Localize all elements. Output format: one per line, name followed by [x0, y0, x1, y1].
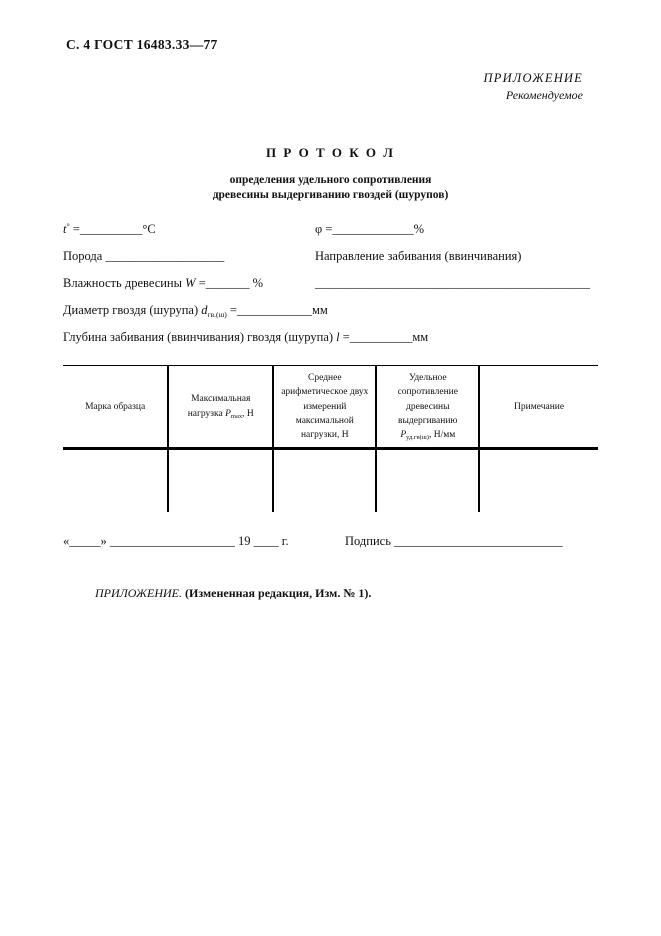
annex-subtitle: Рекомендуемое: [505, 88, 583, 102]
direction-blank-field: [315, 275, 598, 291]
signature-label: Подпись: [345, 534, 395, 548]
form-row-diameter: [63, 302, 598, 318]
table-cell-empty: [478, 450, 598, 512]
species-blank-line: ___________________: [105, 249, 225, 263]
protocol-subtitle: [0, 173, 661, 203]
signature-blank-line: ___________________________: [394, 534, 563, 548]
table-header-sample-mark: Марка образца: [85, 401, 146, 412]
results-table: [63, 365, 598, 512]
protocol-subtitle-line1: определения удельного сопротивления: [229, 174, 432, 186]
annex-block: [484, 71, 583, 103]
temperature-degree-mark: °: [66, 222, 70, 231]
table-header-mean-load: Среднее арифметическое двух измерений максимальной нагрузки, Н: [272, 366, 375, 447]
amendment-note-annex: ПРИЛОЖЕНИЕ.: [95, 586, 182, 600]
moisture-label: Влажность древесины: [63, 276, 186, 290]
form-row-moisture-direction-blank: [63, 275, 598, 291]
table-cell-empty: [63, 450, 167, 512]
date-field: «_____» ____________________ 19 ____ г.: [63, 534, 289, 548]
diameter-subscript: гв.(ш): [207, 310, 227, 319]
species-field: [63, 248, 315, 264]
diameter-unit: мм: [311, 303, 328, 317]
humidity-blank-line: _____________: [332, 222, 414, 236]
date-month-blank-line: ____________________: [109, 534, 238, 548]
annex-title: ПРИЛОЖЕНИЕ: [483, 71, 583, 85]
depth-symbol: l: [336, 330, 340, 344]
moisture-unit: %: [249, 276, 264, 290]
table-header-row: [63, 366, 598, 450]
direction-blank-line: ____________________________________________: [315, 276, 590, 290]
date-day-blank-line: _____: [69, 534, 101, 548]
depth-blank-line: __________: [349, 330, 413, 344]
form-row-depth: [63, 329, 598, 345]
table-empty-row: [63, 450, 598, 512]
protocol-subtitle-line2: древесины выдергиванию гвоздей (шурупов): [212, 188, 449, 201]
temperature-symbol: t: [63, 222, 67, 236]
signature-row: [63, 534, 598, 549]
table-cell-empty: [167, 450, 272, 512]
humidity-symbol: φ: [315, 222, 323, 236]
amendment-note: [95, 586, 371, 601]
protocol-form: [63, 221, 598, 356]
date-year-suffix: г.: [281, 534, 289, 548]
amendment-note-revision: (Измененная редакция, Изм. № 1).: [181, 586, 372, 600]
table-cell-empty: [375, 450, 478, 512]
diameter-label: Диаметр гвоздя (шурупа): [63, 303, 202, 317]
temperature-blank-line: __________: [79, 222, 143, 236]
table-header-max-load: Максимальная нагрузка $P_{max}$, Н: [167, 366, 272, 447]
moisture-symbol: W: [185, 276, 196, 290]
species-label: Порода: [63, 249, 106, 263]
humidity-unit: %: [413, 222, 425, 236]
direction-field: [315, 248, 598, 264]
date-year-prefix: 19: [238, 534, 251, 548]
depth-label: Глубина забивания (ввинчивания) гвоздя (шурупа): [63, 330, 337, 344]
depth-field: Глубина забивания (ввинчивания) гвоздя (шурупа) l =__________мм: [63, 330, 429, 344]
diameter-field: Диаметр гвоздя (шурупа) $d_{гв.(ш)}$ =____________мм: [63, 303, 328, 319]
direction-label: Направление забивания (ввинчивания): [315, 249, 522, 263]
depth-unit: мм: [412, 330, 429, 344]
date-year-blank-line: ____: [250, 534, 282, 548]
diameter-symbol: d: [201, 303, 208, 317]
humidity-field: φ =_____________%: [315, 222, 425, 236]
form-row-temperature-humidity: [63, 221, 598, 237]
moisture-blank-line: _______: [205, 276, 250, 290]
signature-field: [345, 534, 598, 549]
form-row-species-direction: [63, 248, 598, 264]
temperature-field: t° =__________°С: [63, 222, 156, 236]
table-header-note: Примечание: [478, 366, 598, 447]
moisture-field: Влажность древесины W =_______ %: [63, 276, 264, 290]
table-cell-empty: [272, 450, 375, 512]
temperature-unit: °С: [142, 222, 156, 236]
diameter-blank-line: ____________: [236, 303, 312, 317]
table-header-specific-resistance: Удельное сопротивление древесины выдергиванию $P_{уд.гв(ш)}$, Н/мм: [375, 366, 478, 447]
protocol-title: П Р О Т О К О Л: [266, 145, 395, 160]
page-header-gost-number: С. 4 ГОСТ 16483.33—77: [66, 37, 218, 52]
